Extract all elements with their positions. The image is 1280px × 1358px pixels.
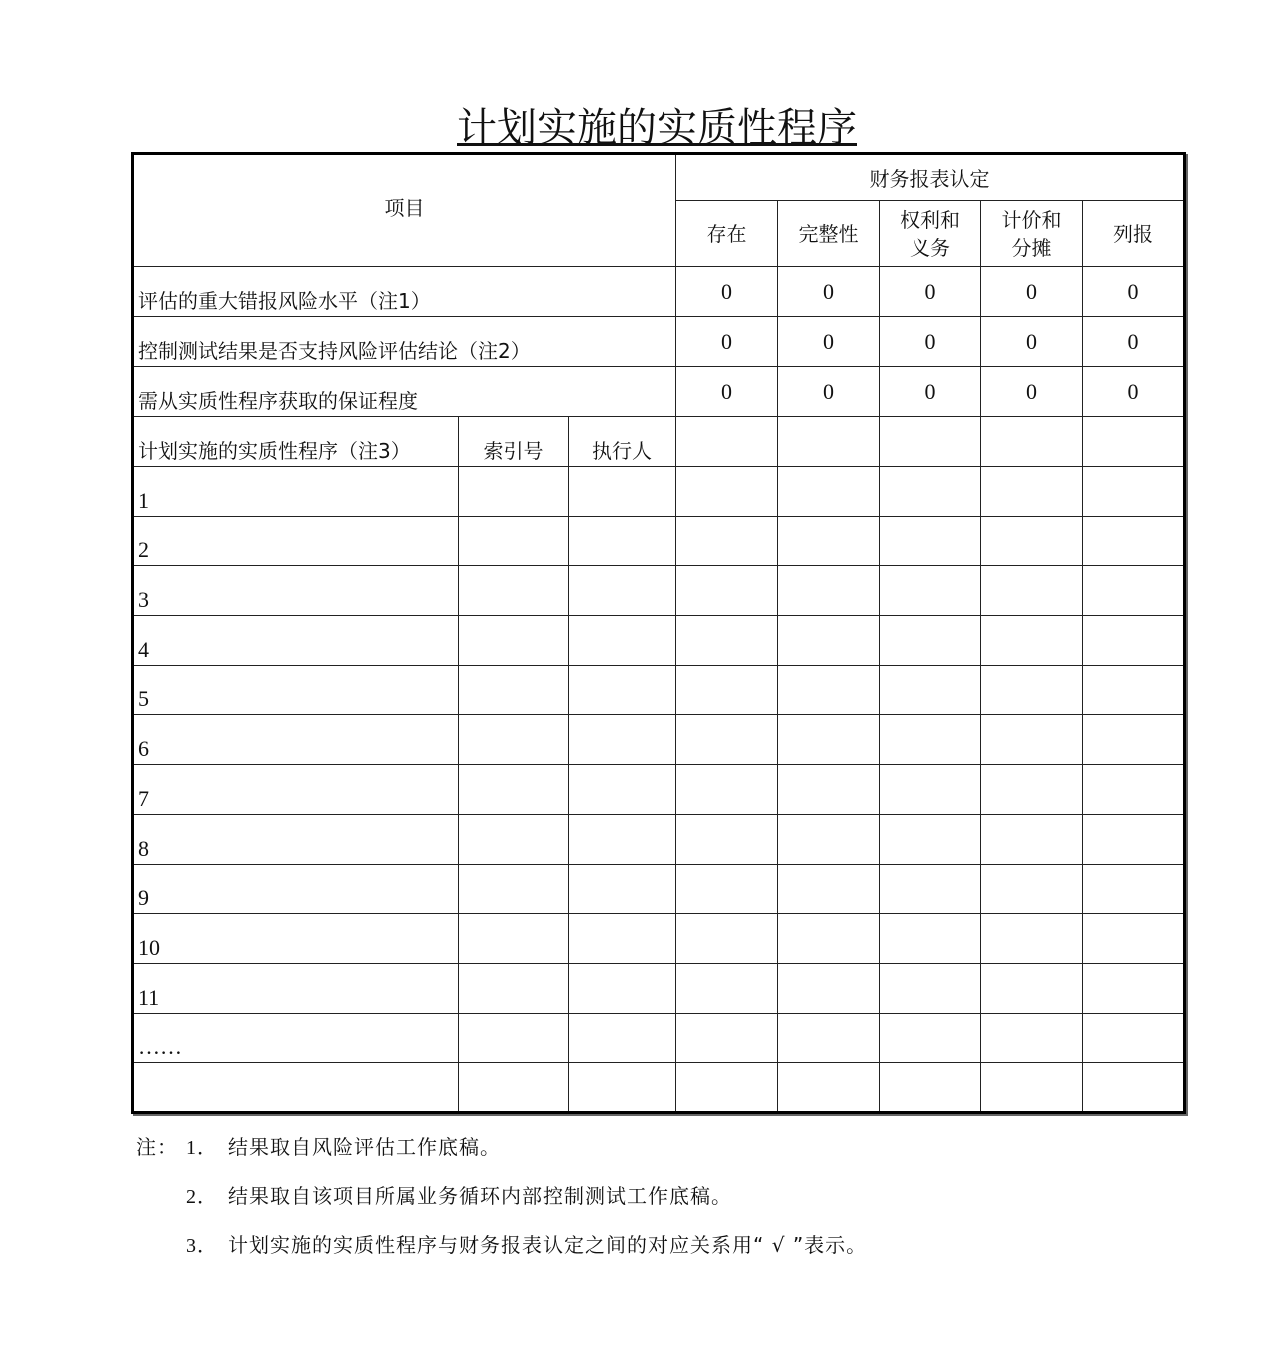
procedure-row: [133, 665, 1185, 715]
performer-cell[interactable]: [569, 864, 676, 914]
procedure-row: [133, 963, 1185, 1013]
assertion-column-header-line: 完整性: [798, 221, 859, 246]
assertion-value-cell[interactable]: 0: [981, 267, 1083, 317]
assertion-check-cell[interactable]: [676, 864, 778, 914]
procedure-row: [133, 765, 1185, 815]
assertion-check-cell[interactable]: [676, 467, 778, 517]
assertion-check-cell[interactable]: [778, 566, 880, 616]
assertion-value-cell[interactable]: 0: [778, 317, 880, 367]
notes-section: [136, 1132, 867, 1279]
note-text: 计划实施的实质性程序与财务报表认定之间的对应关系用“ √ ”表示。: [228, 1233, 868, 1257]
procedure-cell[interactable]: 7: [133, 765, 459, 815]
assertion-column-header-line: 义务: [910, 235, 950, 260]
assertion-check-cell[interactable]: [880, 1013, 981, 1063]
item-header: 项目: [133, 154, 676, 267]
procedure-cell[interactable]: 11: [133, 963, 459, 1013]
assertion-check-cell[interactable]: [880, 467, 981, 517]
procedure-row: [133, 814, 1185, 864]
summary-row: [133, 317, 1185, 367]
assertion-check-cell[interactable]: [1083, 616, 1185, 666]
assertion-check-cell[interactable]: [880, 665, 981, 715]
performer-cell[interactable]: [569, 616, 676, 666]
assertion-check-cell[interactable]: [676, 814, 778, 864]
assertion-column-header: [1083, 201, 1185, 267]
assertion-check-cell[interactable]: [880, 715, 981, 765]
procedure-cell[interactable]: 3: [133, 566, 459, 616]
performer-cell[interactable]: [569, 665, 676, 715]
index-no-cell[interactable]: [459, 665, 569, 715]
performer-cell[interactable]: [569, 765, 676, 815]
procedure-cell[interactable]: 1: [133, 467, 459, 517]
procedure-row: [133, 516, 1185, 566]
assertion-check-cell[interactable]: [778, 765, 880, 815]
note-number: 3．: [186, 1235, 218, 1257]
note-number: 1．: [186, 1137, 218, 1159]
assertion-check-cell[interactable]: [778, 467, 880, 517]
assertion-check-cell[interactable]: [778, 665, 880, 715]
assertion-check-cell[interactable]: [676, 665, 778, 715]
procedure-cell[interactable]: 4: [133, 616, 459, 666]
index-no-cell[interactable]: [459, 516, 569, 566]
assertion-check-cell[interactable]: [676, 417, 778, 467]
assertion-check-cell[interactable]: [981, 417, 1083, 467]
procedure-row: [133, 914, 1185, 964]
index-no-cell[interactable]: [459, 616, 569, 666]
index-no-cell[interactable]: [459, 715, 569, 765]
procedure-cell[interactable]: ……: [133, 1013, 459, 1063]
procedure-cell[interactable]: 6: [133, 715, 459, 765]
assertion-check-cell[interactable]: [1083, 1063, 1185, 1113]
assertion-check-cell[interactable]: [981, 864, 1083, 914]
assertion-check-cell[interactable]: [676, 566, 778, 616]
assertion-value-cell[interactable]: 0: [1083, 267, 1185, 317]
note-line: [136, 1132, 867, 1181]
assertion-check-cell[interactable]: [880, 566, 981, 616]
assertion-column-header: [676, 201, 778, 267]
assertion-check-cell[interactable]: [981, 814, 1083, 864]
assertion-check-cell[interactable]: [1083, 467, 1185, 517]
index-no-cell[interactable]: [459, 914, 569, 964]
assertion-check-cell[interactable]: [778, 814, 880, 864]
procedure-cell[interactable]: 8: [133, 814, 459, 864]
assertion-check-cell[interactable]: [676, 616, 778, 666]
assertion-check-cell[interactable]: [778, 417, 880, 467]
procedure-cell[interactable]: 5: [133, 665, 459, 715]
assertion-check-cell[interactable]: [981, 715, 1083, 765]
procedure-cell[interactable]: [133, 1063, 459, 1113]
assertion-check-cell[interactable]: [1083, 516, 1185, 566]
assertion-check-cell[interactable]: [981, 765, 1083, 815]
assertion-check-cell[interactable]: [1083, 914, 1185, 964]
performer-cell[interactable]: [569, 963, 676, 1013]
assertion-check-cell[interactable]: [981, 516, 1083, 566]
assertion-column-header-line: 分摊: [1011, 235, 1052, 260]
note-text: 结果取自该项目所属业务循环内部控制测试工作底稿。: [228, 1184, 732, 1208]
summary-row-label: 控制测试结果是否支持风险评估结论（注2）: [133, 317, 676, 367]
procedure-cell[interactable]: 9: [133, 864, 459, 914]
assertion-value-cell[interactable]: 0: [981, 317, 1083, 367]
performer-column-header: 执行人: [569, 417, 676, 467]
summary-row: [133, 367, 1185, 417]
assertion-check-cell[interactable]: [880, 864, 981, 914]
assertion-value-cell[interactable]: 0: [778, 367, 880, 417]
performer-cell[interactable]: [569, 914, 676, 964]
page-title: 计划实施的实质性程序: [457, 105, 857, 151]
assertion-value-cell[interactable]: 0: [880, 317, 981, 367]
procedure-row: [133, 566, 1185, 616]
assertion-value-cell[interactable]: 0: [880, 267, 981, 317]
assertion-check-cell[interactable]: [880, 616, 981, 666]
assertion-check-cell[interactable]: [1083, 814, 1185, 864]
assertion-column-header-line: 计价和: [1001, 207, 1062, 232]
performer-cell[interactable]: [569, 516, 676, 566]
assertion-value-cell[interactable]: 0: [1083, 367, 1185, 417]
assertion-value-cell[interactable]: 0: [676, 367, 778, 417]
summary-row-label: 需从实质性程序获取的保证程度: [133, 367, 676, 417]
assertion-check-cell[interactable]: [1083, 665, 1185, 715]
index-no-cell[interactable]: [459, 963, 569, 1013]
assertion-check-cell[interactable]: [778, 616, 880, 666]
assertion-check-cell[interactable]: [880, 417, 981, 467]
index-no-cell[interactable]: [459, 765, 569, 815]
assertion-check-cell[interactable]: [981, 566, 1083, 616]
performer-cell[interactable]: [569, 467, 676, 517]
assertion-value-cell[interactable]: 0: [676, 267, 778, 317]
index-no-cell[interactable]: [459, 1013, 569, 1063]
assertion-check-cell[interactable]: [880, 963, 981, 1013]
assertion-check-cell[interactable]: [981, 963, 1083, 1013]
summary-row: [133, 267, 1185, 317]
assertion-check-cell[interactable]: [880, 814, 981, 864]
assertion-check-cell[interactable]: [676, 963, 778, 1013]
assertion-check-cell[interactable]: [981, 914, 1083, 964]
assertion-check-cell[interactable]: [880, 765, 981, 815]
procedure-row: [133, 467, 1185, 517]
assertion-check-cell[interactable]: [778, 1013, 880, 1063]
assertion-check-cell[interactable]: [778, 864, 880, 914]
performer-cell[interactable]: [569, 814, 676, 864]
assertion-column-header-line: 存在: [706, 221, 747, 246]
assertion-check-cell[interactable]: [1083, 864, 1185, 914]
procedure-row: [133, 1063, 1185, 1113]
assertion-check-cell[interactable]: [1083, 963, 1185, 1013]
note-number: 2．: [186, 1186, 218, 1208]
assertion-value-cell[interactable]: 0: [676, 317, 778, 367]
assertion-check-cell[interactable]: [880, 516, 981, 566]
assertion-check-cell[interactable]: [981, 616, 1083, 666]
assertion-group-header: 财务报表认定: [676, 154, 1185, 201]
assertion-check-cell[interactable]: [778, 914, 880, 964]
performer-cell[interactable]: [569, 715, 676, 765]
procedure-row: [133, 864, 1185, 914]
procedure-row: [133, 715, 1185, 765]
index-no-cell[interactable]: [459, 814, 569, 864]
assertion-column-header: [778, 201, 880, 267]
assertion-check-cell[interactable]: [1083, 566, 1185, 616]
assertion-column-header: [880, 201, 981, 267]
performer-cell[interactable]: [569, 566, 676, 616]
assertion-value-cell[interactable]: 0: [1083, 317, 1185, 367]
index-no-cell[interactable]: [459, 1063, 569, 1113]
assertion-check-cell[interactable]: [880, 914, 981, 964]
summary-row-label: 评估的重大错报风险水平（注1）: [133, 267, 676, 317]
index-no-cell[interactable]: [459, 467, 569, 517]
note-prefix: 注：: [136, 1135, 178, 1159]
assertion-value-cell[interactable]: 0: [981, 367, 1083, 417]
assertion-check-cell[interactable]: [880, 1063, 981, 1113]
assertion-check-cell[interactable]: [778, 963, 880, 1013]
assertion-check-cell[interactable]: [676, 765, 778, 815]
assertion-check-cell[interactable]: [778, 516, 880, 566]
assertion-check-cell[interactable]: [676, 1063, 778, 1113]
note-text: 结果取自风险评估工作底稿。: [228, 1135, 501, 1159]
assertion-check-cell[interactable]: [1083, 715, 1185, 765]
assertion-column-header-line: 列报: [1113, 221, 1154, 246]
assertion-value-cell[interactable]: 0: [778, 267, 880, 317]
assertion-check-cell[interactable]: [981, 665, 1083, 715]
assertion-check-cell[interactable]: [981, 467, 1083, 517]
note-line: [136, 1181, 867, 1230]
performer-cell[interactable]: [569, 1063, 676, 1113]
assertion-check-cell[interactable]: [778, 715, 880, 765]
assertion-check-cell[interactable]: [1083, 765, 1185, 815]
assertion-check-cell[interactable]: [778, 1063, 880, 1113]
performer-cell[interactable]: [569, 1013, 676, 1063]
procedure-row: [133, 616, 1185, 666]
assertion-column-header-line: 权利和: [900, 207, 960, 232]
assertion-value-cell[interactable]: 0: [880, 367, 981, 417]
procedure-row: [133, 1013, 1185, 1063]
note-line: [136, 1230, 867, 1279]
assertion-check-cell[interactable]: [676, 914, 778, 964]
assertion-check-cell[interactable]: [676, 1013, 778, 1063]
procedure-header-row: [133, 417, 1185, 467]
assertion-check-cell[interactable]: [1083, 1013, 1185, 1063]
assertion-column-header: [981, 201, 1083, 267]
procedure-cell[interactable]: 2: [133, 516, 459, 566]
assertion-check-cell[interactable]: [981, 1013, 1083, 1063]
index-no-cell[interactable]: [459, 566, 569, 616]
procedure-column-header: 计划实施的实质性程序（注3）: [133, 417, 459, 467]
procedure-cell[interactable]: 10: [133, 914, 459, 964]
assertion-check-cell[interactable]: [676, 715, 778, 765]
assertion-check-cell[interactable]: [676, 516, 778, 566]
assertion-check-cell[interactable]: [981, 1063, 1083, 1113]
assertion-check-cell[interactable]: [1083, 417, 1185, 467]
index-no-cell[interactable]: [459, 864, 569, 914]
index-no-column-header: 索引号: [459, 417, 569, 467]
substantive-procedures-table: [131, 152, 1186, 1114]
